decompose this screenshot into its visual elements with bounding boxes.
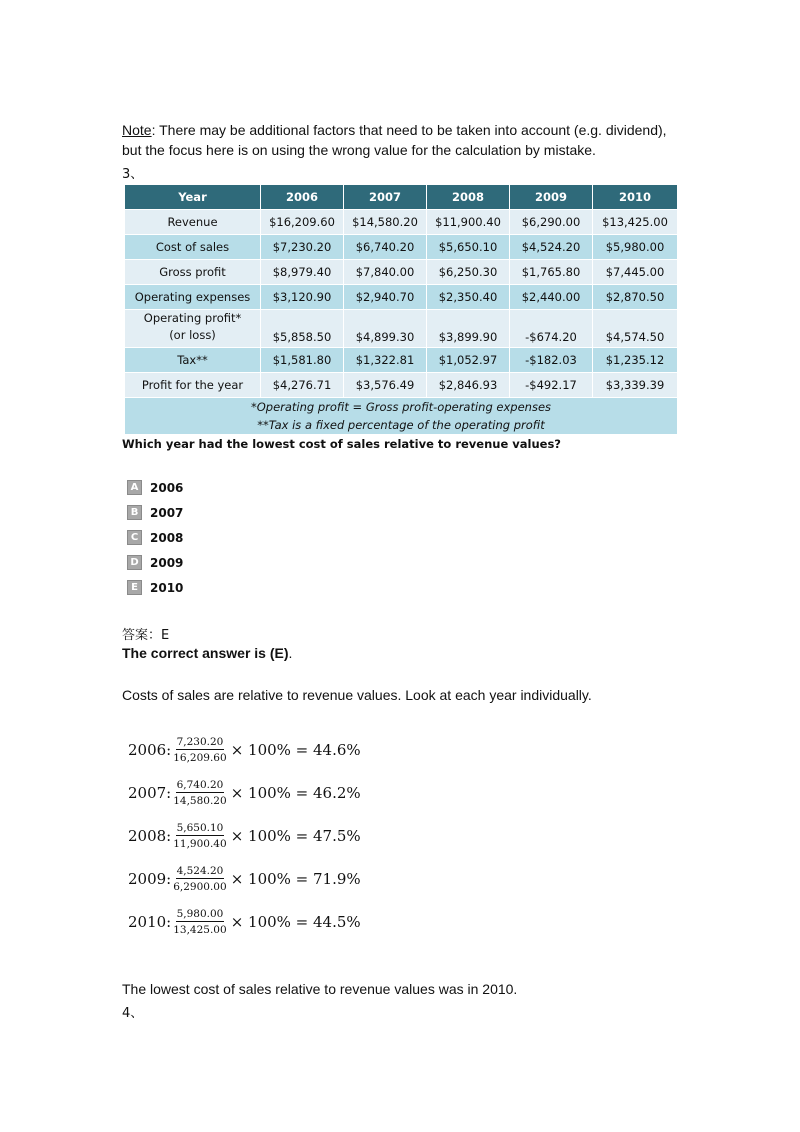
table-cell: -$674.20 <box>510 310 593 348</box>
row-label: Cost of sales <box>125 235 261 260</box>
table-cell: $11,900.40 <box>427 210 510 235</box>
table-cell: $13,425.00 <box>593 210 678 235</box>
table-cell: $7,445.00 <box>593 260 678 285</box>
option-letter-c: C <box>127 530 142 545</box>
row-label-line-1: Operating profit* <box>143 311 242 325</box>
note-paragraph <box>122 120 702 160</box>
calc-result: × 100% = 71.9% <box>230 869 361 888</box>
calc-result: × 100% = 47.5% <box>230 826 361 845</box>
calculation-row <box>128 900 361 943</box>
calc-year: 2006: <box>128 740 172 759</box>
calc-denominator: 6,2900.00 <box>173 880 227 893</box>
financial-table <box>124 184 678 435</box>
row-label: Revenue <box>125 210 261 235</box>
calculation-row <box>128 771 361 814</box>
table-cell: $1,581.80 <box>261 348 344 373</box>
table-cell: $3,339.39 <box>593 373 678 398</box>
table-cell: $2,940.70 <box>344 285 427 310</box>
header-2009: 2009 <box>510 185 593 210</box>
table-row <box>125 348 678 373</box>
note-line-1 <box>122 120 702 140</box>
table-cell: $7,840.00 <box>344 260 427 285</box>
option-d[interactable] <box>127 550 183 575</box>
calc-denominator: 11,900.40 <box>173 837 227 850</box>
table-cell: $8,979.40 <box>261 260 344 285</box>
option-text: 2008 <box>150 530 184 545</box>
table-cell: $3,120.90 <box>261 285 344 310</box>
table-cell: $3,899.90 <box>427 310 510 348</box>
calc-denominator: 14,580.20 <box>173 794 227 807</box>
table-cell: $6,290.00 <box>510 210 593 235</box>
options-list <box>127 475 183 600</box>
option-text: 2010 <box>150 580 184 595</box>
calc-denominator: 16,209.60 <box>173 751 227 764</box>
table-cell: $3,576.49 <box>344 373 427 398</box>
calc-fraction <box>173 779 226 807</box>
option-e[interactable] <box>127 575 183 600</box>
table-cell: $2,350.40 <box>427 285 510 310</box>
option-letter-e: E <box>127 580 142 595</box>
calc-year: 2009: <box>128 869 172 888</box>
calculations <box>128 728 361 943</box>
calc-result: × 100% = 46.2% <box>230 783 361 802</box>
calc-denominator: 13,425.00 <box>173 923 227 936</box>
calc-result: × 100% = 44.6% <box>230 740 361 759</box>
footnote-operating-profit: *Operating profit = Gross profit-operating expenses <box>250 400 552 414</box>
explanation: Costs of sales are relative to revenue values. Look at each year individually. <box>122 687 592 703</box>
calculation-row <box>128 728 361 771</box>
table-cell: $2,440.00 <box>510 285 593 310</box>
option-text: 2009 <box>150 555 184 570</box>
table-row <box>125 260 678 285</box>
footnote-tax: **Tax is a fixed percentage of the operating profit <box>257 418 545 432</box>
calc-result: × 100% = 44.5% <box>230 912 361 931</box>
table-cell: $2,870.50 <box>593 285 678 310</box>
option-c[interactable] <box>127 525 183 550</box>
table-cell: $1,052.97 <box>427 348 510 373</box>
table-cell: $2,846.93 <box>427 373 510 398</box>
table-cell: $4,276.71 <box>261 373 344 398</box>
conclusion: The lowest cost of sales relative to revenue values was in 2010. <box>122 981 518 997</box>
header-2006: 2006 <box>261 185 344 210</box>
table-row <box>125 210 678 235</box>
table-header-row <box>125 185 678 210</box>
calc-numerator: 7,230.20 <box>176 735 224 748</box>
option-letter-d: D <box>127 555 142 570</box>
table-cell: -$182.03 <box>510 348 593 373</box>
row-label: Tax** <box>125 348 261 373</box>
row-label <box>125 310 261 348</box>
table-cell: $6,250.30 <box>427 260 510 285</box>
option-text: 2006 <box>150 480 184 495</box>
table-footnote-row <box>125 398 678 435</box>
header-2010: 2010 <box>593 185 678 210</box>
calc-numerator: 6,740.20 <box>176 778 224 791</box>
table-cell: $5,650.10 <box>427 235 510 260</box>
option-letter-a: A <box>127 480 142 495</box>
calc-fraction <box>173 908 226 936</box>
option-a[interactable] <box>127 475 183 500</box>
table-cell: $6,740.20 <box>344 235 427 260</box>
calc-year: 2010: <box>128 912 172 931</box>
calc-fraction <box>173 865 226 893</box>
table-cell: $1,765.80 <box>510 260 593 285</box>
header-year: Year <box>125 185 261 210</box>
correct-answer <box>122 643 292 663</box>
row-label: Profit for the year <box>125 373 261 398</box>
calc-numerator: 5,980.00 <box>176 907 224 920</box>
table-cell: -$492.17 <box>510 373 593 398</box>
calc-numerator: 4,524.20 <box>176 864 224 877</box>
calculation-row <box>128 814 361 857</box>
option-b[interactable] <box>127 500 183 525</box>
table-cell: $16,209.60 <box>261 210 344 235</box>
calc-year: 2008: <box>128 826 172 845</box>
row-label: Operating expenses <box>125 285 261 310</box>
question-text: Which year had the lowest cost of sales relative to revenue values? <box>122 437 561 451</box>
question-number: 3、 <box>122 167 144 182</box>
note-line-1-text: : There may be additional factors that need to be taken into account (e.g. dividend), <box>151 122 667 138</box>
header-2007: 2007 <box>344 185 427 210</box>
table-cell: $5,980.00 <box>593 235 678 260</box>
calc-fraction <box>173 822 226 850</box>
answer-key: 答案：E <box>122 628 170 643</box>
table-row <box>125 310 678 348</box>
table-footnotes <box>125 398 678 435</box>
table-cell: $7,230.20 <box>261 235 344 260</box>
correct-answer-text: The correct answer is (E) <box>122 645 289 661</box>
table-row <box>125 235 678 260</box>
calc-fraction <box>173 736 226 764</box>
table-row <box>125 285 678 310</box>
table-cell: $4,899.30 <box>344 310 427 348</box>
table-cell: $5,858.50 <box>261 310 344 348</box>
header-2008: 2008 <box>427 185 510 210</box>
option-text: 2007 <box>150 505 184 520</box>
table-cell: $1,322.81 <box>344 348 427 373</box>
note-line-2: but the focus here is on using the wrong value for the calculation by mistake. <box>122 142 596 158</box>
table-row <box>125 373 678 398</box>
table-cell: $1,235.12 <box>593 348 678 373</box>
correct-answer-period: . <box>288 645 293 661</box>
row-label-line-2: (or loss) <box>169 328 216 342</box>
table-cell: $4,524.20 <box>510 235 593 260</box>
calc-year: 2007: <box>128 783 172 802</box>
note-label: Note <box>122 122 152 138</box>
table-cell: $4,574.50 <box>593 310 678 348</box>
table-cell: $14,580.20 <box>344 210 427 235</box>
calculation-row <box>128 857 361 900</box>
row-label: Gross profit <box>125 260 261 285</box>
option-letter-b: B <box>127 505 142 520</box>
calc-numerator: 5,650.10 <box>176 821 224 834</box>
next-question-number: 4、 <box>122 1006 144 1021</box>
